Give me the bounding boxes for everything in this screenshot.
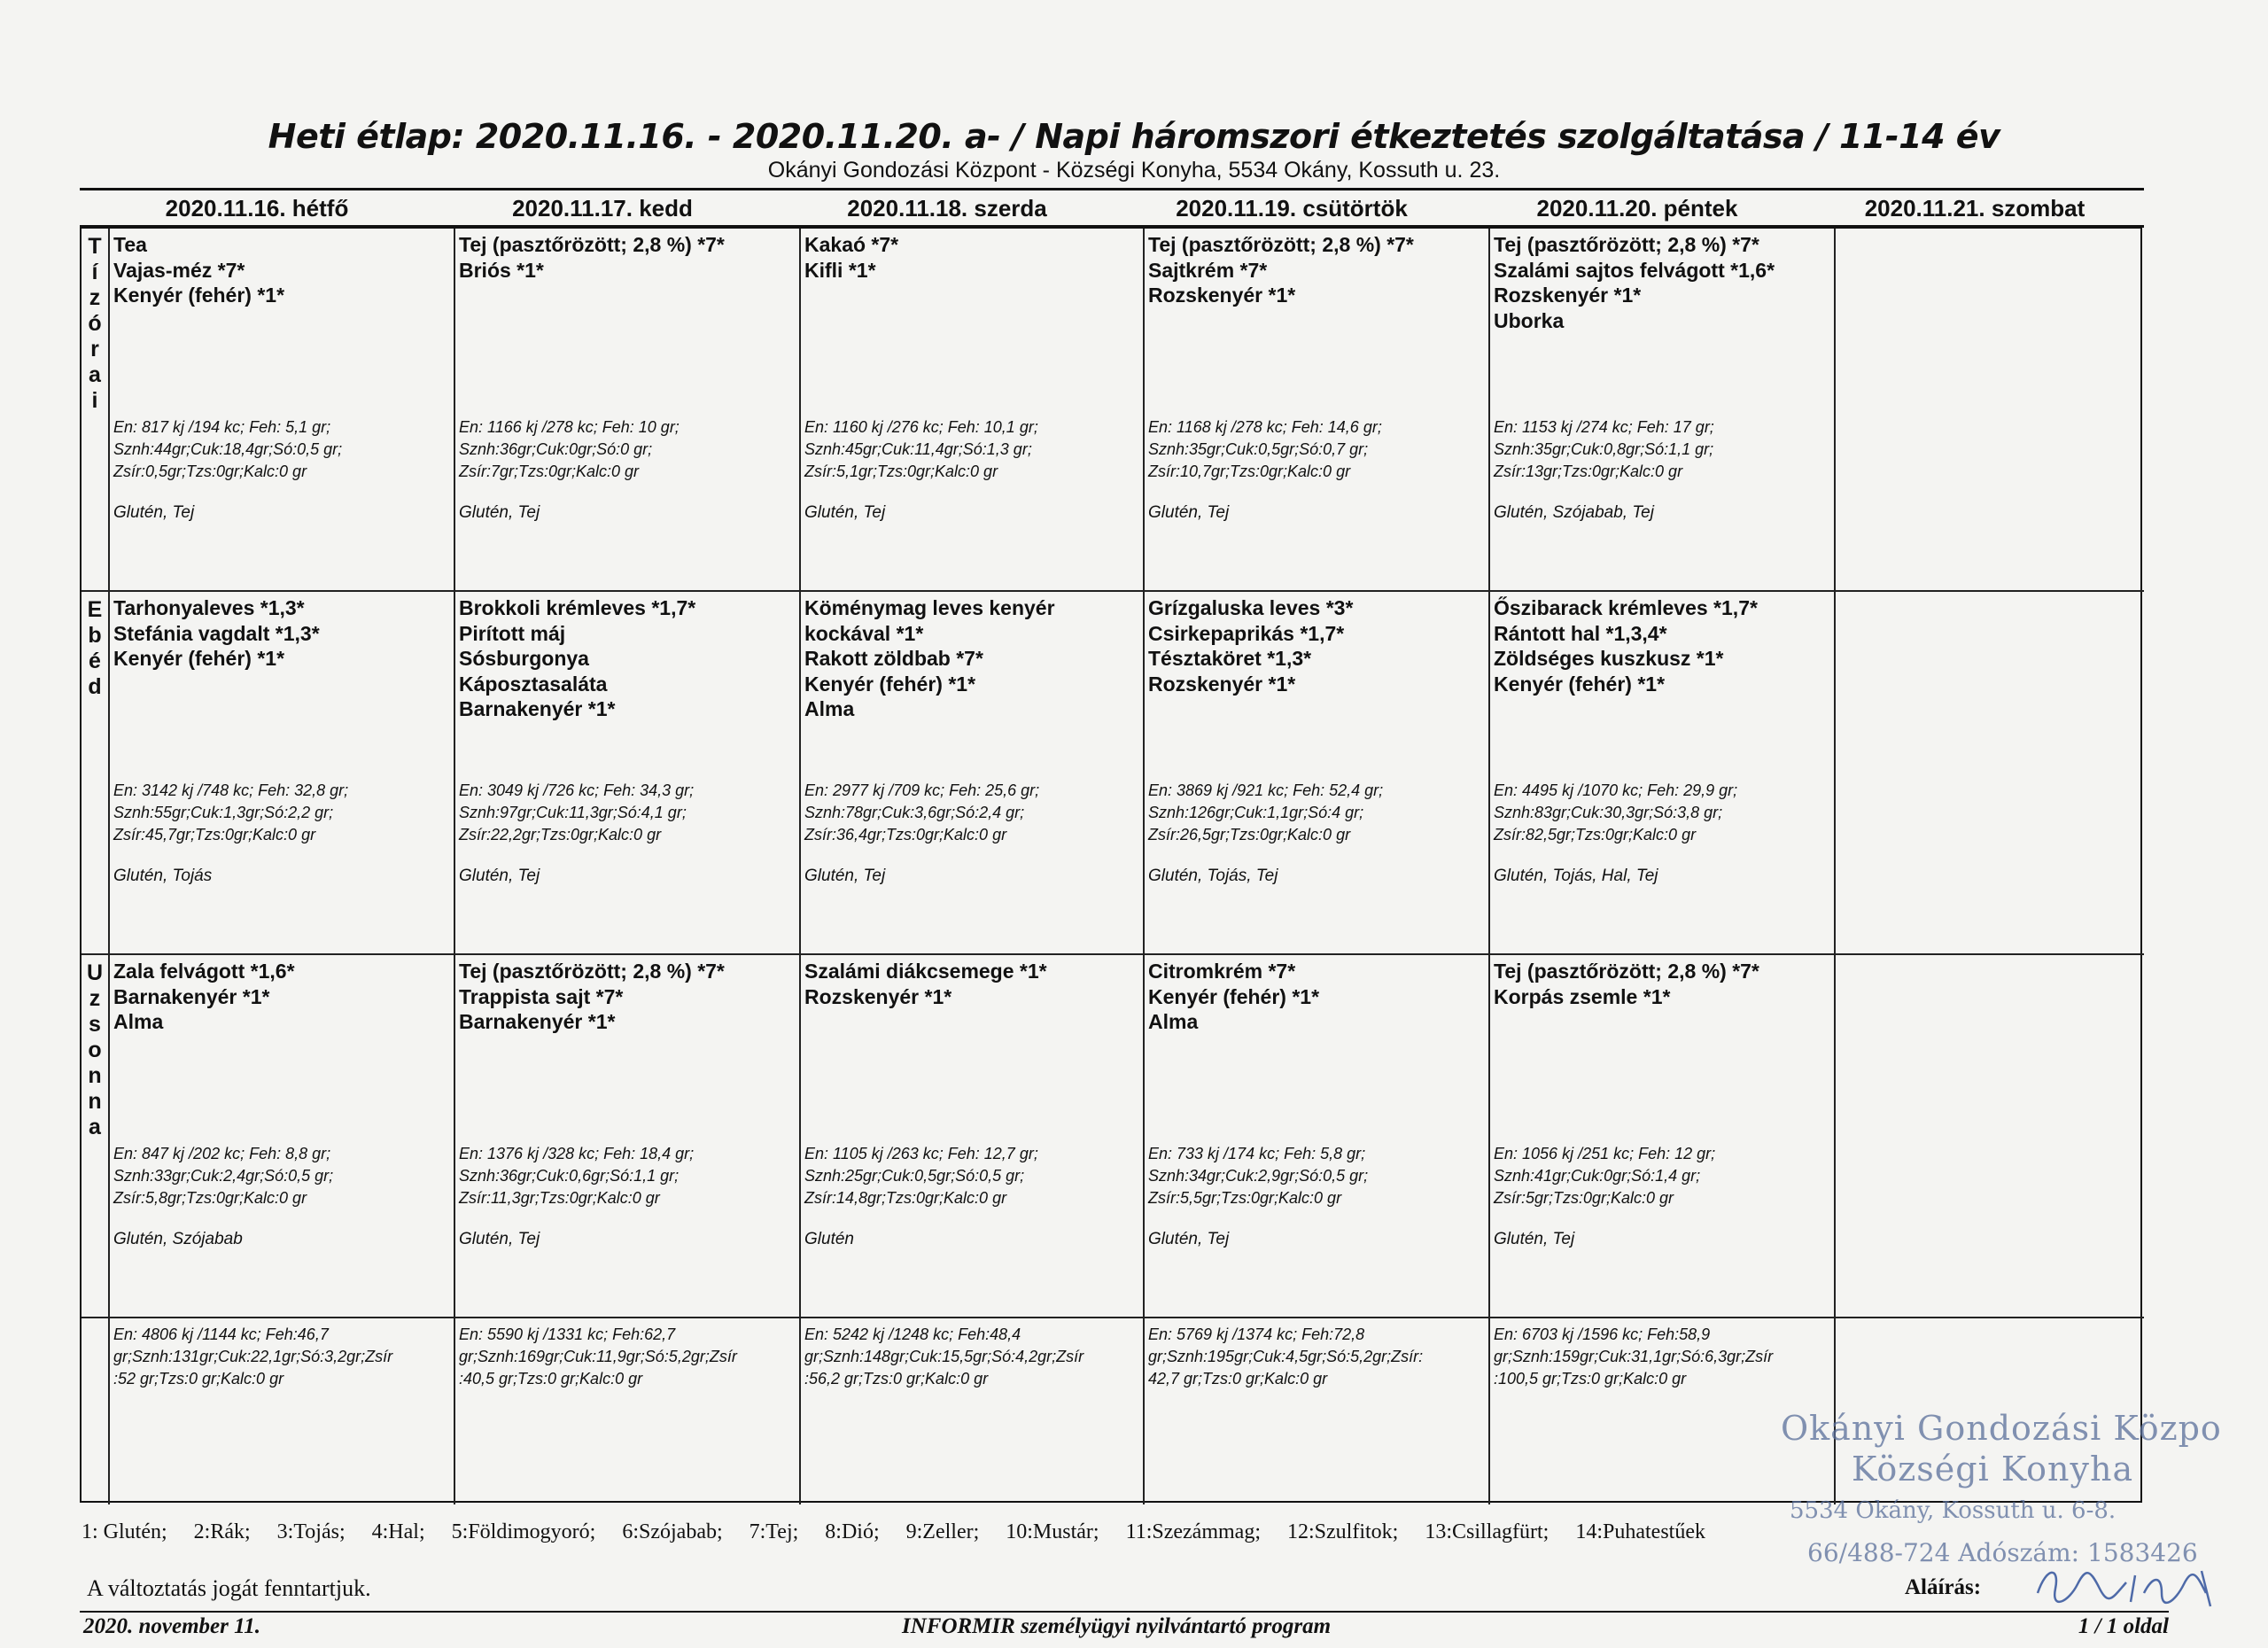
dish-item: Szalámi sajtos felvágott *1,6*	[1494, 258, 1775, 282]
daily-total-cell	[455, 1318, 801, 1504]
dish-item: Káposztasaláta	[459, 672, 608, 696]
dish-list	[110, 592, 454, 672]
nutrition-line: Zsír:10,7gr;Tzs:0gr;Kalc:0 gr	[1148, 463, 1351, 480]
nutrition-line: Zsír:5,5gr;Tzs:0gr;Kalc:0 gr	[1148, 1189, 1342, 1207]
nutrition-info	[113, 1143, 450, 1209]
daily-total	[110, 1318, 454, 1395]
nutrition-info	[1148, 1143, 1485, 1209]
meal-label-letter: E	[87, 597, 103, 622]
day-header: 2020.11.18. szerda	[847, 195, 1047, 222]
nutrition-info	[1494, 1143, 1830, 1209]
allergen-list: Glutén, Tej	[804, 867, 886, 885]
dish-item: Kakaó *7*	[804, 233, 899, 256]
stamp-line: 5534 Okány, Kossuth u. 6-8.	[1790, 1497, 2117, 1524]
menu-cell	[110, 955, 455, 1318]
dish-item: Rozskenyér *1*	[804, 984, 952, 1008]
dish-item: Kenyér (fehér) *1*	[1494, 672, 1666, 696]
nutrition-line: Sznh:83gr;Cuk:30,3gr;Só:3,8 gr;	[1494, 804, 1723, 821]
day-header-row	[80, 191, 2144, 225]
nutrition-line: Zsír:11,3gr;Tzs:0gr;Kalc:0 gr	[459, 1189, 660, 1207]
nutrition-line: Zsír:5gr;Tzs:0gr;Kalc:0 gr	[1494, 1189, 1674, 1207]
total-line: En: 6703 kj /1596 kc; Feh:58,9	[1494, 1325, 1711, 1343]
footer-program: INFORMIR személyügyi nyilvántartó program	[902, 1614, 1332, 1638]
page-subtitle: Okányi Gondozási Központ - Községi Konyha, 5534 Okány, Kossuth u. 23.	[767, 158, 1501, 183]
nutrition-line: Zsír:45,7gr;Tzs:0gr;Kalc:0 gr	[113, 826, 316, 843]
total-line: gr;Sznh:159gr;Cuk:31,1gr;Só:6,3gr;Zsír	[1494, 1348, 1774, 1365]
dish-item: Kenyér (fehér) *1*	[1148, 984, 1320, 1008]
dish-item: Kifli *1*	[804, 258, 876, 282]
nutrition-line: En: 817 kj /194 kc; Feh: 5,1 gr;	[113, 418, 331, 436]
daily-total-cell	[110, 1318, 455, 1504]
menu-cell	[1490, 592, 1836, 955]
meal-label-letter: a	[89, 1115, 101, 1139]
daily-total	[1490, 1318, 1834, 1395]
nutrition-info	[113, 780, 450, 846]
nutrition-info	[804, 1143, 1139, 1209]
nutrition-line: Sznh:44gr;Cuk:18,4gr;Só:0,5 gr;	[113, 440, 343, 458]
menu-cell	[110, 229, 455, 592]
meal-label-letter: n	[88, 1063, 102, 1088]
nutrition-line: En: 1160 kj /276 kc; Feh: 10,1 gr;	[804, 418, 1038, 436]
nutrition-line: Zsír:14,8gr;Tzs:0gr;Kalc:0 gr	[804, 1189, 1007, 1207]
dish-item: Kenyér (fehér) *1*	[804, 672, 976, 696]
dish-item: Pirított máj	[459, 621, 566, 645]
nutrition-info	[804, 780, 1139, 846]
total-line: :52 gr;Tzs:0 gr;Kalc:0 gr	[113, 1370, 284, 1388]
daily-total	[801, 1318, 1143, 1395]
menu-table	[80, 227, 2142, 1503]
dish-list	[801, 229, 1143, 283]
meal-label-letter: é	[89, 649, 101, 673]
dish-list	[801, 592, 1143, 722]
meal-label-letter: s	[89, 1012, 101, 1037]
nutrition-line: En: 1376 kj /328 kc; Feh: 18,4 gr;	[459, 1145, 695, 1162]
menu-cell	[1145, 229, 1490, 592]
dish-item: Briós *1*	[459, 258, 544, 282]
dish-item: Alma	[804, 697, 855, 720]
nutrition-line: En: 2977 kj /709 kc; Feh: 25,6 gr;	[804, 781, 1040, 799]
menu-cell	[455, 592, 801, 955]
legend-item: 12:Szulfitok;	[1286, 1520, 1399, 1543]
meal-label-letter: n	[88, 1089, 102, 1114]
dish-item: Barnakenyér *1*	[459, 1010, 616, 1033]
daily-total	[455, 1318, 799, 1395]
dish-item: Kenyér (fehér) *1*	[113, 647, 285, 670]
meal-label	[82, 229, 110, 592]
nutrition-line: Sznh:35gr;Cuk:0,5gr;Só:0,7 gr;	[1148, 440, 1369, 458]
meal-label-letter: a	[89, 362, 101, 387]
dish-item: kockával *1*	[804, 621, 924, 645]
dish-item: Uborka	[1494, 308, 1565, 332]
nutrition-line: Sznh:126gr;Cuk:1,1gr;Só:4 gr;	[1148, 804, 1364, 821]
dish-item: Tej (pasztőrözött; 2,8 %) *7*	[1148, 233, 1414, 256]
dish-list	[110, 229, 454, 308]
stamp-line: Okányi Gondozási Közpo	[1781, 1409, 2222, 1448]
allergen-list: Glutén, Szójabab, Tej	[1494, 503, 1654, 522]
daily-total-cell	[1145, 1318, 1490, 1504]
meal-label-letter: ó	[88, 311, 102, 336]
dish-item: Köménymag leves kenyér	[804, 596, 1055, 619]
page-title: Heti étlap: 2020.11.16. - 2020.11.20. a- / Napi háromszori étkeztetés szolgáltatása / 11-14 év	[268, 117, 2000, 156]
total-line: gr;Sznh:148gr;Cuk:15,5gr;Só:4,2gr;Zsír	[804, 1348, 1084, 1365]
total-line: gr;Sznh:169gr;Cuk:11,9gr;Só:5,2gr;Zsír	[459, 1348, 737, 1365]
saturday-cell	[1836, 592, 2144, 955]
nutrition-line: En: 1153 kj /274 kc; Feh: 17 gr;	[1494, 418, 1714, 436]
nutrition-line: Sznh:45gr;Cuk:11,4gr;Só:1,3 gr;	[804, 440, 1032, 458]
total-line: En: 5242 kj /1248 kc; Feh:48,4	[804, 1325, 1021, 1343]
nutrition-info	[804, 416, 1139, 483]
nutrition-info	[1148, 416, 1485, 483]
total-line: gr;Sznh:195gr;Cuk:4,5gr;Só:5,2gr;Zsír:	[1148, 1348, 1424, 1365]
nutrition-line: En: 1168 kj /278 kc; Feh: 14,6 gr;	[1148, 418, 1382, 436]
nutrition-line: Sznh:78gr;Cuk:3,6gr;Só:2,4 gr;	[804, 804, 1025, 821]
stamp-line: Községi Konyha	[1852, 1450, 2134, 1489]
dish-item: Tej (pasztőrözött; 2,8 %) *7*	[1494, 233, 1759, 256]
menu-cell	[1145, 955, 1490, 1318]
nutrition-line: Zsír:0,5gr;Tzs:0gr;Kalc:0 gr	[113, 463, 307, 480]
legend-item: 11:Szezámmag;	[1125, 1520, 1261, 1543]
dish-item: Rántott hal *1,3,4*	[1494, 621, 1667, 645]
totals-label	[82, 1318, 110, 1504]
dish-item: Citromkrém *7*	[1148, 960, 1296, 983]
nutrition-info	[459, 780, 796, 846]
menu-cell	[1490, 955, 1836, 1318]
allergen-list: Glutén, Tej	[1148, 503, 1230, 522]
dish-item: Barnakenyér *1*	[459, 697, 616, 720]
day-header: 2020.11.16. hétfő	[165, 195, 349, 222]
legend-item: 2:Rák;	[193, 1520, 251, 1543]
meal-label-letter: z	[89, 285, 101, 310]
nutrition-line: Sznh:41gr;Cuk:0gr;Só:1,4 gr;	[1494, 1167, 1701, 1185]
dish-list	[1145, 592, 1488, 696]
meal-label-letter: z	[89, 986, 101, 1011]
legend-item: 13:Csillagfürt;	[1425, 1520, 1550, 1543]
allergen-list: Glutén, Tojás, Tej	[1148, 867, 1278, 885]
legend-item: 9:Zeller;	[905, 1520, 980, 1543]
allergen-list: Glutén, Tojás	[113, 867, 213, 885]
nutrition-line: En: 733 kj /174 kc; Feh: 5,8 gr;	[1148, 1145, 1366, 1162]
dish-list	[455, 229, 799, 283]
dish-item: Rozskenyér *1*	[1494, 284, 1642, 307]
day-header: 2020.11.19. csütörtök	[1176, 195, 1408, 222]
meal-label-letter: U	[86, 960, 104, 985]
daily-total	[1145, 1318, 1488, 1395]
meal-label	[82, 592, 110, 955]
nutrition-line: En: 3049 kj /726 kc; Feh: 34,3 gr;	[459, 781, 695, 799]
total-line: 42,7 gr;Tzs:0 gr;Kalc:0 gr	[1148, 1370, 1328, 1388]
nutrition-line: En: 3869 kj /921 kc; Feh: 52,4 gr;	[1148, 781, 1384, 799]
allergen-list: Glutén	[804, 1230, 854, 1248]
nutrition-line: En: 1056 kj /251 kc; Feh: 12 gr;	[1494, 1145, 1716, 1162]
total-line: En: 5590 kj /1331 kc; Feh:62,7	[459, 1325, 676, 1343]
day-header: 2020.11.20. péntek	[1536, 195, 1738, 222]
nutrition-line: Sznh:35gr;Cuk:0,8gr;Só:1,1 gr;	[1494, 440, 1714, 458]
menu-cell	[455, 955, 801, 1318]
dish-item: Brokkoli krémleves *1,7*	[459, 596, 696, 619]
allergen-list: Glutén, Tej	[459, 867, 540, 885]
dish-item: Trappista sajt *7*	[459, 984, 624, 1008]
nutrition-line: En: 1105 kj /263 kc; Feh: 12,7 gr;	[804, 1145, 1038, 1162]
nutrition-line: En: 1166 kj /278 kc; Feh: 10 gr;	[459, 418, 680, 436]
dish-item: Zöldséges kuszkusz *1*	[1494, 647, 1724, 670]
meal-label-letter: b	[88, 623, 102, 648]
dish-list	[455, 592, 799, 722]
dish-item: Csirkepaprikás *1,7*	[1148, 621, 1345, 645]
menu-cell	[455, 229, 801, 592]
nutrition-line: En: 4495 kj /1070 kc; Feh: 29,9 gr;	[1494, 781, 1738, 799]
legend-item: 4:Hal;	[371, 1520, 425, 1543]
legend-item: 3:Tojás;	[276, 1520, 346, 1543]
dish-item: Sajtkrém *7*	[1148, 258, 1268, 282]
menu-cell	[1490, 229, 1836, 592]
saturday-cell	[1836, 955, 2144, 1318]
stamp-line: 66/488-724 Adószám: 1583426	[1807, 1538, 2198, 1567]
nutrition-line: Sznh:55gr;Cuk:1,3gr;Só:2,2 gr;	[113, 804, 334, 821]
total-line: :100,5 gr;Tzs:0 gr;Kalc:0 gr	[1494, 1370, 1687, 1388]
allergen-list: Glutén, Tej	[804, 503, 886, 522]
allergen-list: Glutén, Tej	[113, 503, 195, 522]
dish-item: Sósburgonya	[459, 647, 589, 670]
footer-rule	[80, 1611, 2169, 1613]
dish-list	[1490, 229, 1834, 333]
total-line: gr;Sznh:131gr;Cuk:22,1gr;Só:3,2gr;Zsír	[113, 1348, 393, 1365]
dish-item: Tej (pasztőrözött; 2,8 %) *7*	[1494, 960, 1759, 983]
daily-total-cell	[801, 1318, 1145, 1504]
legend-item: 1: Glutén;	[82, 1520, 167, 1543]
nutrition-info	[1494, 416, 1830, 483]
nutrition-info	[1148, 780, 1485, 846]
allergen-list: Glutén, Tej	[459, 1230, 540, 1248]
nutrition-line: Sznh:25gr;Cuk:0,5gr;Só:0,5 gr;	[804, 1167, 1025, 1185]
menu-cell	[801, 592, 1145, 955]
meal-label-letter: d	[88, 674, 102, 699]
legend-item: 6:Szójabab;	[622, 1520, 723, 1543]
legend-item: 5:Földimogyoró;	[451, 1520, 596, 1543]
meal-label-letter: í	[91, 260, 98, 284]
total-line: En: 5769 kj /1374 kc; Feh:72,8	[1148, 1325, 1365, 1343]
nutrition-line: Zsír:5,1gr;Tzs:0gr;Kalc:0 gr	[804, 463, 998, 480]
dish-item: Zala felvágott *1,6*	[113, 960, 295, 983]
meal-label	[82, 955, 110, 1318]
signature-label: Aláírás:	[1905, 1575, 1982, 1599]
nutrition-line: Zsír:82,5gr;Tzs:0gr;Kalc:0 gr	[1494, 826, 1697, 843]
nutrition-line: Sznh:34gr;Cuk:2,9gr;Só:0,5 gr;	[1148, 1167, 1369, 1185]
disclaimer-note: A változtatás jogát fenntartjuk.	[87, 1575, 371, 1601]
dish-item: Stefánia vagdalt *1,3*	[113, 621, 320, 645]
dish-item: Rozskenyér *1*	[1148, 672, 1296, 696]
dish-item: Korpás zsemle *1*	[1494, 984, 1671, 1008]
allergen-list: Glutén, Tej	[1494, 1230, 1575, 1248]
nutrition-info	[1494, 780, 1830, 846]
nutrition-line: Zsír:22,2gr;Tzs:0gr;Kalc:0 gr	[459, 826, 662, 843]
nutrition-line: Zsír:36,4gr;Tzs:0gr;Kalc:0 gr	[804, 826, 1007, 843]
dish-list	[1145, 229, 1488, 308]
day-header: 2020.11.21. szombat	[1864, 195, 2085, 222]
dish-item: Rozskenyér *1*	[1148, 284, 1296, 307]
legend-item: 7:Tej;	[749, 1520, 799, 1543]
meal-label-letter: T	[88, 234, 102, 259]
handwritten-signature	[2029, 1558, 2224, 1611]
legend-item: 8:Dió;	[825, 1520, 880, 1543]
total-line: En: 4806 kj /1144 kc; Feh:46,7	[113, 1325, 329, 1343]
dish-list	[1145, 955, 1488, 1035]
nutrition-line: Zsír:5,8gr;Tzs:0gr;Kalc:0 gr	[113, 1189, 307, 1207]
meal-label-letter: i	[91, 388, 98, 413]
dish-item: Őszibarack krémleves *1,7*	[1494, 596, 1758, 619]
menu-cell	[110, 592, 455, 955]
nutrition-line: En: 3142 kj /748 kc; Feh: 32,8 gr;	[113, 781, 349, 799]
dish-item: Rakott zöldbab *7*	[804, 647, 983, 670]
nutrition-info	[459, 416, 796, 483]
footer-date: 2020. november 11.	[83, 1614, 260, 1638]
menu-cell	[801, 955, 1145, 1318]
nutrition-line: Zsír:13gr;Tzs:0gr;Kalc:0 gr	[1494, 463, 1683, 480]
dish-item: Barnakenyér *1*	[113, 984, 270, 1008]
day-header: 2020.11.17. kedd	[512, 195, 693, 222]
nutrition-line: Zsír:7gr;Tzs:0gr;Kalc:0 gr	[459, 463, 640, 480]
dish-item: Alma	[113, 1010, 164, 1033]
dish-list	[1490, 592, 1834, 696]
nutrition-line: Sznh:36gr;Cuk:0gr;Só:0 gr;	[459, 440, 653, 458]
total-line: :56,2 gr;Tzs:0 gr;Kalc:0 gr	[804, 1370, 989, 1388]
dish-list	[1490, 955, 1834, 1009]
dish-item: Tej (pasztőrözött; 2,8 %) *7*	[459, 233, 725, 256]
dish-item: Alma	[1148, 1010, 1199, 1033]
allergen-list: Glutén, Tojás, Hal, Tej	[1494, 867, 1658, 885]
meal-label-letter: o	[88, 1038, 102, 1062]
dish-item: Szalámi diákcsemege *1*	[804, 960, 1047, 983]
menu-cell	[1145, 592, 1490, 955]
nutrition-line: Sznh:97gr;Cuk:11,3gr;Só:4,1 gr;	[459, 804, 687, 821]
dish-list	[455, 955, 799, 1035]
dish-list	[110, 955, 454, 1035]
total-line: :40,5 gr;Tzs:0 gr;Kalc:0 gr	[459, 1370, 643, 1388]
allergen-list: Glutén, Szójabab	[113, 1230, 243, 1248]
dish-item: Tésztaköret *1,3*	[1148, 647, 1312, 670]
dish-item: Vajas-méz *7*	[113, 258, 245, 282]
saturday-cell	[1836, 229, 2144, 592]
dish-list	[801, 955, 1143, 1009]
nutrition-line: Zsír:26,5gr;Tzs:0gr;Kalc:0 gr	[1148, 826, 1351, 843]
legend-item: 10:Mustár;	[1006, 1520, 1099, 1543]
footer-page: 1 / 1 oldal	[2078, 1614, 2169, 1638]
dish-item: Tea	[113, 233, 147, 256]
dish-item: Kenyér (fehér) *1*	[113, 284, 285, 307]
nutrition-line: Sznh:36gr;Cuk:0,6gr;Só:1,1 gr;	[459, 1167, 680, 1185]
dish-item: Tej (pasztőrözött; 2,8 %) *7*	[459, 960, 725, 983]
nutrition-info	[113, 416, 450, 483]
dish-item: Tarhonyaleves *1,3*	[113, 596, 305, 619]
meal-label-letter: r	[90, 337, 99, 361]
nutrition-info	[459, 1143, 796, 1209]
allergen-list: Glutén, Tej	[1148, 1230, 1230, 1248]
nutrition-line: Sznh:33gr;Cuk:2,4gr;Só:0,5 gr;	[113, 1167, 334, 1185]
dish-item: Grízgaluska leves *3*	[1148, 596, 1354, 619]
legend-item: 14:Puhatestűek	[1575, 1520, 1705, 1543]
allergen-list: Glutén, Tej	[459, 503, 540, 522]
nutrition-line: En: 847 kj /202 kc; Feh: 8,8 gr;	[113, 1145, 331, 1162]
header-rule-top	[80, 188, 2144, 190]
menu-cell	[801, 229, 1145, 592]
